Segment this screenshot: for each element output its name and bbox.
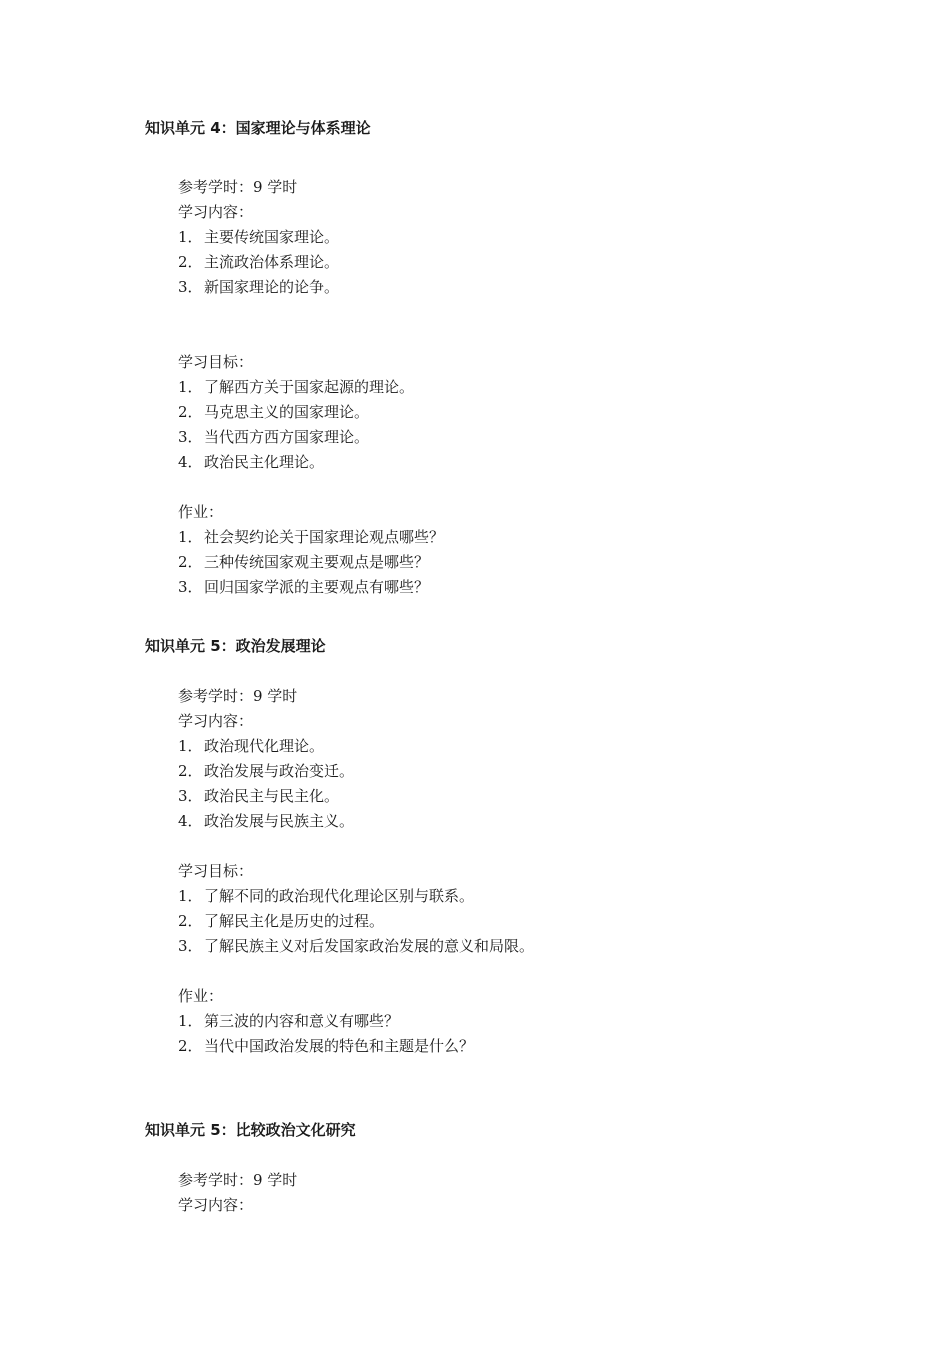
unit-6-content-label: 学习内容： bbox=[178, 1196, 254, 1214]
list-item bbox=[178, 252, 339, 272]
item-text: 政治现代化理论。 bbox=[204, 737, 325, 755]
item-number: 1． bbox=[178, 378, 203, 396]
list-item bbox=[178, 227, 339, 247]
list-item bbox=[178, 452, 324, 472]
list-item bbox=[178, 527, 444, 547]
item-text: 当代中国政治发展的特色和主题是什么？ bbox=[204, 1037, 475, 1055]
list-item bbox=[178, 402, 369, 422]
unit-5-goals-label: 学习目标： bbox=[178, 862, 254, 880]
list-item bbox=[178, 736, 324, 756]
item-number: 4． bbox=[178, 812, 203, 830]
list-item bbox=[178, 577, 429, 597]
item-text: 第三波的内容和意义有哪些？ bbox=[204, 1012, 400, 1030]
unit-5-homework-label: 作业： bbox=[178, 987, 224, 1005]
item-text: 回归国家学派的主要观点有哪些？ bbox=[204, 578, 430, 596]
unit-4-hours: 参考学时：9 学时 bbox=[178, 178, 298, 196]
item-number: 2． bbox=[178, 1037, 203, 1055]
item-number: 1． bbox=[178, 1012, 203, 1030]
item-text: 新国家理论的论争。 bbox=[204, 278, 340, 296]
unit-5-content-label: 学习内容： bbox=[178, 712, 254, 730]
list-item bbox=[178, 552, 429, 572]
item-text: 政治民主与民主化。 bbox=[204, 787, 340, 805]
item-text: 了解民族主义对后发国家政治发展的意义和局限。 bbox=[204, 937, 535, 955]
unit-4-homework-label: 作业： bbox=[178, 503, 224, 521]
item-number: 3． bbox=[178, 278, 203, 296]
item-text: 政治民主化理论。 bbox=[204, 453, 325, 471]
item-text: 主流政治体系理论。 bbox=[204, 253, 340, 271]
item-number: 2． bbox=[178, 762, 203, 780]
list-item bbox=[178, 1036, 474, 1056]
list-item bbox=[178, 761, 354, 781]
item-number: 4． bbox=[178, 453, 203, 471]
item-text: 主要传统国家理论。 bbox=[204, 228, 340, 246]
list-item bbox=[178, 277, 339, 297]
item-number: 1． bbox=[178, 737, 203, 755]
item-text: 了解西方关于国家起源的理论。 bbox=[204, 378, 415, 396]
unit-4-goals-label: 学习目标： bbox=[178, 353, 254, 371]
unit-5-hours: 参考学时：9 学时 bbox=[178, 687, 298, 705]
item-text: 政治发展与民族主义。 bbox=[204, 812, 355, 830]
item-number: 1． bbox=[178, 528, 203, 546]
list-item bbox=[178, 911, 384, 931]
list-item bbox=[178, 786, 339, 806]
item-number: 2． bbox=[178, 403, 203, 421]
list-item bbox=[178, 1011, 399, 1031]
item-text: 了解不同的政治现代化理论区别与联系。 bbox=[204, 887, 475, 905]
item-number: 2． bbox=[178, 912, 203, 930]
item-text: 当代西方西方国家理论。 bbox=[204, 428, 370, 446]
list-item bbox=[178, 936, 534, 956]
item-number: 1． bbox=[178, 887, 203, 905]
list-item bbox=[178, 811, 354, 831]
item-text: 了解民主化是历史的过程。 bbox=[204, 912, 385, 930]
item-number: 1． bbox=[178, 228, 203, 246]
item-number: 2． bbox=[178, 553, 203, 571]
item-text: 马克思主义的国家理论。 bbox=[204, 403, 370, 421]
item-text: 三种传统国家观主要观点是哪些？ bbox=[204, 553, 430, 571]
item-number: 3． bbox=[178, 937, 203, 955]
item-number: 3． bbox=[178, 578, 203, 596]
item-text: 社会契约论关于国家理论观点哪些？ bbox=[204, 528, 445, 546]
item-number: 3． bbox=[178, 428, 203, 446]
unit-6-hours: 参考学时：9 学时 bbox=[178, 1171, 298, 1189]
item-text: 政治发展与政治变迁。 bbox=[204, 762, 355, 780]
unit-4-heading: 知识单元 4：国家理论与体系理论 bbox=[145, 119, 371, 137]
list-item bbox=[178, 886, 474, 906]
item-number: 3． bbox=[178, 787, 203, 805]
unit-4-content-label: 学习内容： bbox=[178, 203, 254, 221]
list-item bbox=[178, 377, 414, 397]
unit-5-heading: 知识单元 5：政治发展理论 bbox=[145, 637, 326, 655]
list-item bbox=[178, 427, 369, 447]
item-number: 2． bbox=[178, 253, 203, 271]
unit-6-heading: 知识单元 5：比较政治文化研究 bbox=[145, 1121, 356, 1139]
